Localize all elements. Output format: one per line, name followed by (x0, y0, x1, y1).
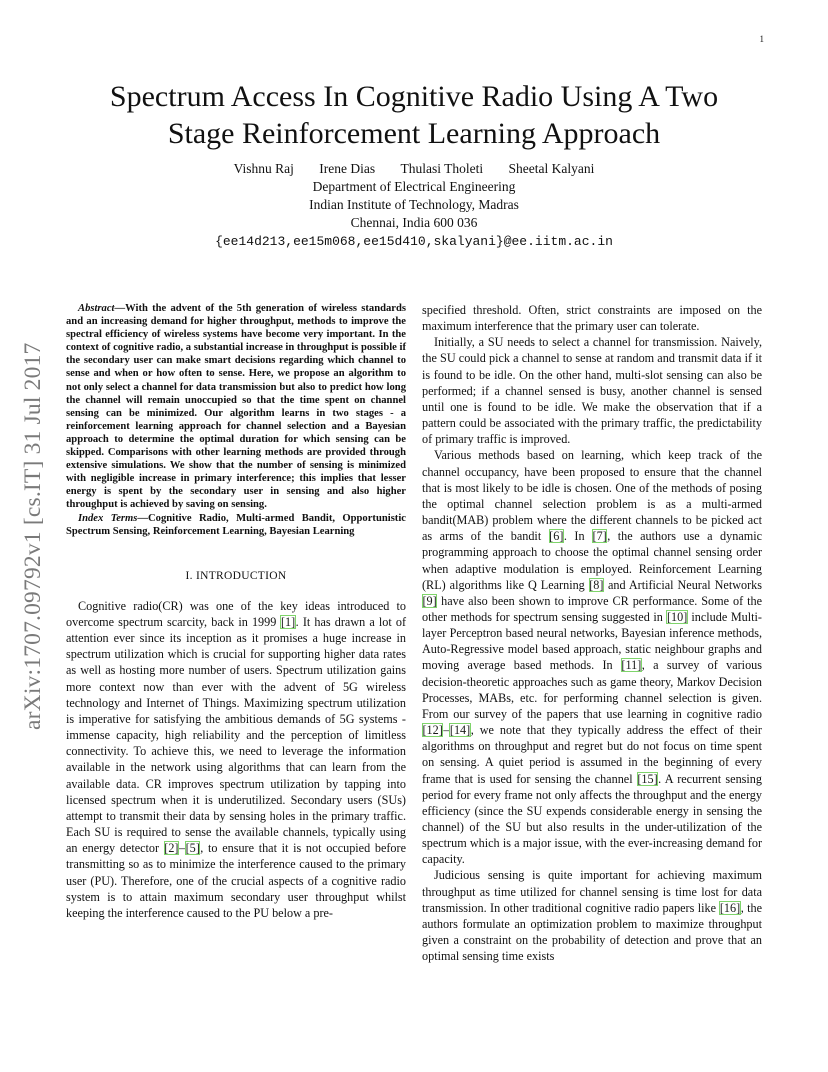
citation-link[interactable]: [5] (185, 841, 200, 856)
intro-paragraph-2: Initially, a SU needs to select a channel for transmission. Naively, the SU could pick a channel to sense at random and transmit data if it is found to be idle. On the other hand, multi-slot sensing can also be performed; if a channel sensed is busy, another channel is sensed until one is found to be idle. We make the observation that if a pattern could be associated with the primary traffic, the predictability of primary traffic is improved. (422, 335, 762, 447)
index-terms-text: —Cognitive Radio, Multi-armed Bandit, Opportunistic Spectrum Sensing, Reinforcement Learning, Bayesian Learning (66, 512, 406, 537)
index-terms (66, 512, 406, 538)
author-emails: {ee14d213,ee15m068,ee15d410,skalyani}@ee.iitm.ac.in (215, 234, 613, 249)
abstract-lead: Abstract (78, 303, 115, 314)
institute: Indian Institute of Technology, Madras (309, 197, 519, 212)
intro-paragraph-3: Various methods based on learning, which keep track of the channel occupancy, have been proposed to ensure that the channel that is most likely to be idle is chosen. One of the methods of posing the optimal channel selection problem is as a multi-armed bandit(MAB) problem where the different channels to be picked act as arms of the bandit [6]. In [7], the authors use a dynamic programming approach to choose the optimal channel sensing order when adaptive modulation is employed. Reinforcement Learning (RL) algorithms like Q Learning [8] and Artificial Neural Networks [9] have also been shown to improve CR performance. Some of the other methods for spectrum sensing suggested in [10] include Multi-layer Perceptron based neural networks, Bayesian inference methods, Auto-Regressive model based approach, static neighbour graphs and moving average based methods. In [11], a survey of various decision-theoretic approaches such as game theory, Markov Decision Processes, MABs, etc. for performing channel selection is given. From our survey of the papers that use learning in cognitive radio [12]–[14], we note that they typically address the effect of their algorithms on throughput and regret but do not focus on time spent on sensing. A quiet period is assumed in the beginning of every frame that is used for sensing the channel [15]. A recurrent sensing period for every frame not only affects the throughput and the energy efficiency (since the SU expends considerable energy in sensing the channel) of the SU but also results in the under-utilization of the spectrum which is a major issue, with the ever-increasing demand for capacity. (422, 448, 763, 867)
page-number: 1 (759, 34, 764, 44)
citation-link[interactable]: [10] (666, 609, 688, 624)
intro-paragraph-4: Judicious sensing is quite important for achieving maximum throughput as time utilized for channel sensing is time lost for data transmission. In other traditional cognitive radio papers like [16], the authors formulate an optimization problem to maximize throughput given a constraint on the probability of detection and prove that an optimal sensing time exists (422, 868, 762, 964)
citation-link[interactable]: [6] (549, 529, 564, 544)
title-line-2: Stage Reinforcement Learning Approach (167, 117, 661, 150)
title-line-1: Spectrum Access In Cognitive Radio Using A Two (109, 80, 719, 113)
citation-link[interactable]: [15] (637, 771, 658, 786)
intro-paragraph-1: Cognitive radio(CR) was one of the key ideas introduced to overcome spectrum scarcity, back in 1999 [1]. It has drawn a lot of attention ever since its inception as it promises a huge increase in spectrum utilization which is crucial for supporting higher data rates as well as hosting more number of users. Spectrum utilization gains more context now than ever with the advent of 5G wireless technology and Internet of Things. Maximizing spectrum utilization is imperative for satisfying the ambitious demands of 5G systems - immense capacity, high reliability and the perception of limitless connectivity. To achieve this, we need to leverage the information available in the network using algorithms that can learn from the available data. CR improves spectrum utilization by tapping into licensed spectrum when it is underutilized. Secondary users (SUs) attempt to transmit their data by sensing holes in the primary traffic. Each SU is required to sense the available channels, typically using an energy detector [2]–[5], to ensure that it is not occupied before transmitting so as to minimize the interference caused to the primary user (PU). Therefore, one of the crucial aspects of a cognitive radio system is to attain maximum secondary user throughput whilst keeping the interference caused to the PU below a pre- (66, 598, 407, 920)
author-name: Sheetal Kalyani (508, 161, 595, 176)
citation-link[interactable]: [11] (621, 658, 642, 673)
author-block (40, 160, 788, 251)
intro-paragraph-continued: specified threshold. Often, strict constraints are imposed on the maximum interference that the primary user can tolerate. (422, 303, 762, 334)
citation-link[interactable]: [12] (422, 723, 443, 738)
section-heading-introduction: I. INTRODUCTION (185, 569, 287, 582)
citation-link[interactable]: [14] (449, 723, 471, 738)
city: Chennai, India 600 036 (350, 215, 478, 230)
author-list (40, 160, 788, 178)
author-name: Thulasi Tholeti (400, 161, 484, 176)
citation-link[interactable]: [16] (719, 900, 741, 915)
citation-link[interactable]: [9] (422, 593, 437, 608)
abstract-text: —With the advent of the 5th generation of wireless standards and an increasing demand for higher throughput, methods to improve the spectral efficiency of wireless systems have become very important. In the context of cognitive radio, a substantial increase in throughput is possible if the secondary user can make smart decisions regarding which channel to sense and when or how often to sense. Here, we propose an algorithm to not only select a channel for data transmission but also to predict how long the channel will remain unoccupied so that the time spent on channel sensing can be minimized. Our algorithm learns in two stages - a reinforcement learning approach for channel selection and a Bayesian approach to determine the optimal duration for which sensing can be skipped. Comparisons with other learning methods are provided through extensive simulations. We show that the number of sensing is minimized with negligible increase in primary interference; this implies that lesser energy is spent by the secondary user in sensing and also higher throughput is achieved by saving on sensing. (66, 303, 406, 511)
left-column (66, 302, 406, 921)
department: Department of Electrical Engineering (312, 179, 516, 194)
citation-link[interactable]: [7] (592, 529, 607, 544)
author-name: Vishnu Raj (233, 161, 294, 176)
arxiv-identifier: arXiv:1707.09792v1 [cs.IT] 31 Jul 2017 (20, 342, 46, 730)
citation-link[interactable]: [1] (280, 615, 296, 629)
citation-link[interactable]: [8] (589, 577, 604, 592)
abstract (66, 302, 406, 512)
index-terms-lead: Index Terms (78, 512, 138, 524)
right-column (422, 302, 762, 964)
citation-link[interactable]: [2] (164, 841, 179, 856)
author-name: Irene Dias (319, 161, 376, 176)
paper-title (40, 78, 788, 152)
